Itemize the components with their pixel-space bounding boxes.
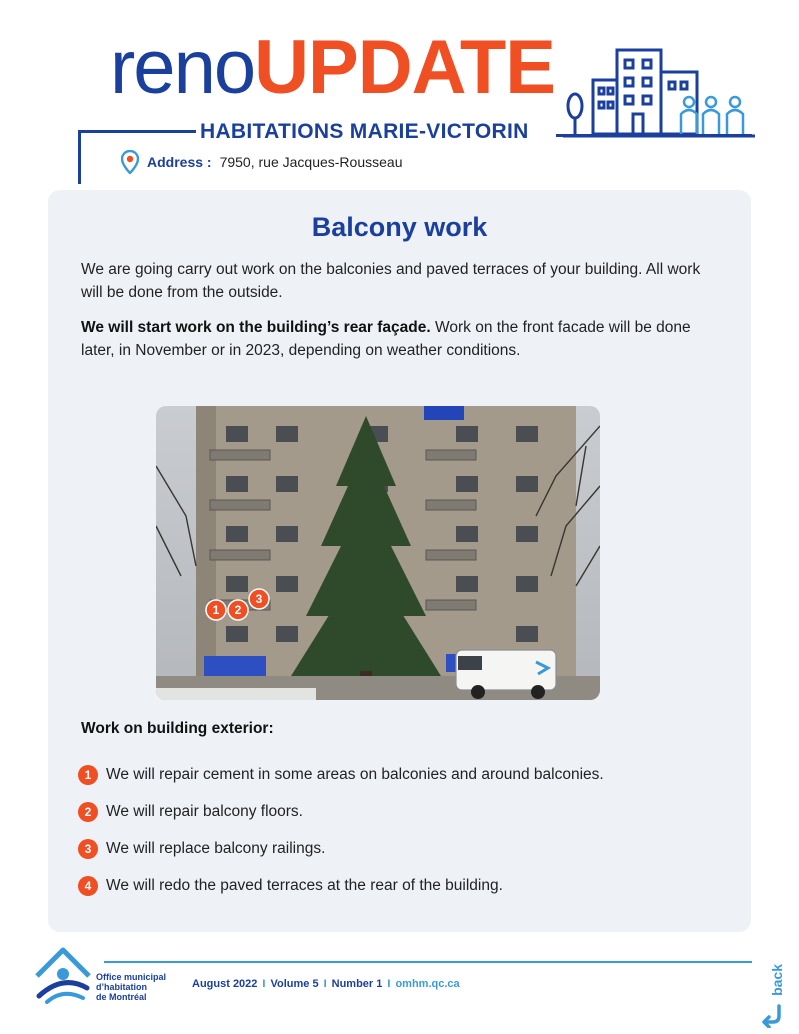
- list-item: [78, 830, 738, 867]
- item-text: We will replace balcony railings.: [106, 839, 326, 857]
- omhm-logo-icon: [33, 944, 93, 1004]
- start-rest: Work on the front facade will be done later, in November or in 2023, depending on weather conditions.: [81, 319, 691, 359]
- org-line: d’habitation: [96, 982, 147, 992]
- photo-marker-label: 1: [212, 603, 220, 617]
- masthead: [0, 0, 799, 190]
- list-heading: Work on building exterior:: [81, 720, 274, 737]
- back-arrow-icon: [759, 1004, 787, 1028]
- item-number-badge: 4: [78, 876, 98, 896]
- location-pin-icon: [121, 150, 139, 174]
- frame-line: [78, 130, 81, 184]
- organization-name: [96, 972, 176, 1002]
- address-row: [121, 150, 402, 174]
- item-text: We will repair cement in some areas on balconies and around balconies.: [106, 765, 604, 783]
- item-text: We will redo the paved terraces at the rear of the building.: [106, 876, 503, 894]
- building-photo-illustration: [156, 406, 600, 700]
- city-buildings-illustration: [563, 44, 755, 140]
- article-title: Balcony work: [311, 212, 488, 242]
- issue-info: August 2022 I Volume 5 I Number 1 I omhm.qc.ca: [192, 978, 460, 990]
- website-link[interactable]: omhm.qc.ca: [395, 978, 460, 990]
- frame-line: [78, 130, 196, 133]
- address-value: 7950, rue Jacques-Rousseau: [219, 154, 403, 170]
- building-photo: [156, 406, 600, 700]
- issue-date: August 2022: [192, 978, 258, 990]
- org-line: Office municipal: [96, 972, 167, 982]
- address-label: Address :: [147, 154, 212, 170]
- footer-divider: [104, 961, 752, 963]
- brand-reno: reno: [110, 25, 255, 110]
- frame-line: [556, 134, 752, 137]
- building-name: HABITATIONS MARIE-VICTORIN: [200, 120, 529, 143]
- list-item: [78, 756, 738, 793]
- start-emphasis: We will start work on the building’s rear façade.: [81, 319, 431, 336]
- newsletter-logo: [110, 25, 555, 110]
- item-text: We will repair balcony floors.: [106, 802, 303, 820]
- item-number-badge: 3: [78, 839, 98, 859]
- content-card: [48, 190, 751, 932]
- issue-volume: Volume 5: [270, 978, 319, 990]
- intro-paragraph: We are going carry out work on the balconies and paved terraces of your building. All work will be done from the outside.: [81, 261, 701, 301]
- list-item: [78, 867, 738, 904]
- org-line: de Montréal: [96, 992, 147, 1002]
- brand-update: UPDATE: [254, 25, 555, 110]
- work-list: [78, 756, 738, 904]
- start-paragraph: [81, 316, 721, 362]
- back-button[interactable]: [755, 960, 791, 1030]
- item-number-badge: 2: [78, 802, 98, 822]
- list-item: [78, 793, 738, 830]
- item-number-badge: 1: [78, 765, 98, 785]
- photo-marker-label: 2: [234, 603, 242, 617]
- issue-number: Number 1: [331, 978, 383, 990]
- photo-marker-label: 3: [255, 592, 263, 606]
- back-label: back: [769, 964, 785, 996]
